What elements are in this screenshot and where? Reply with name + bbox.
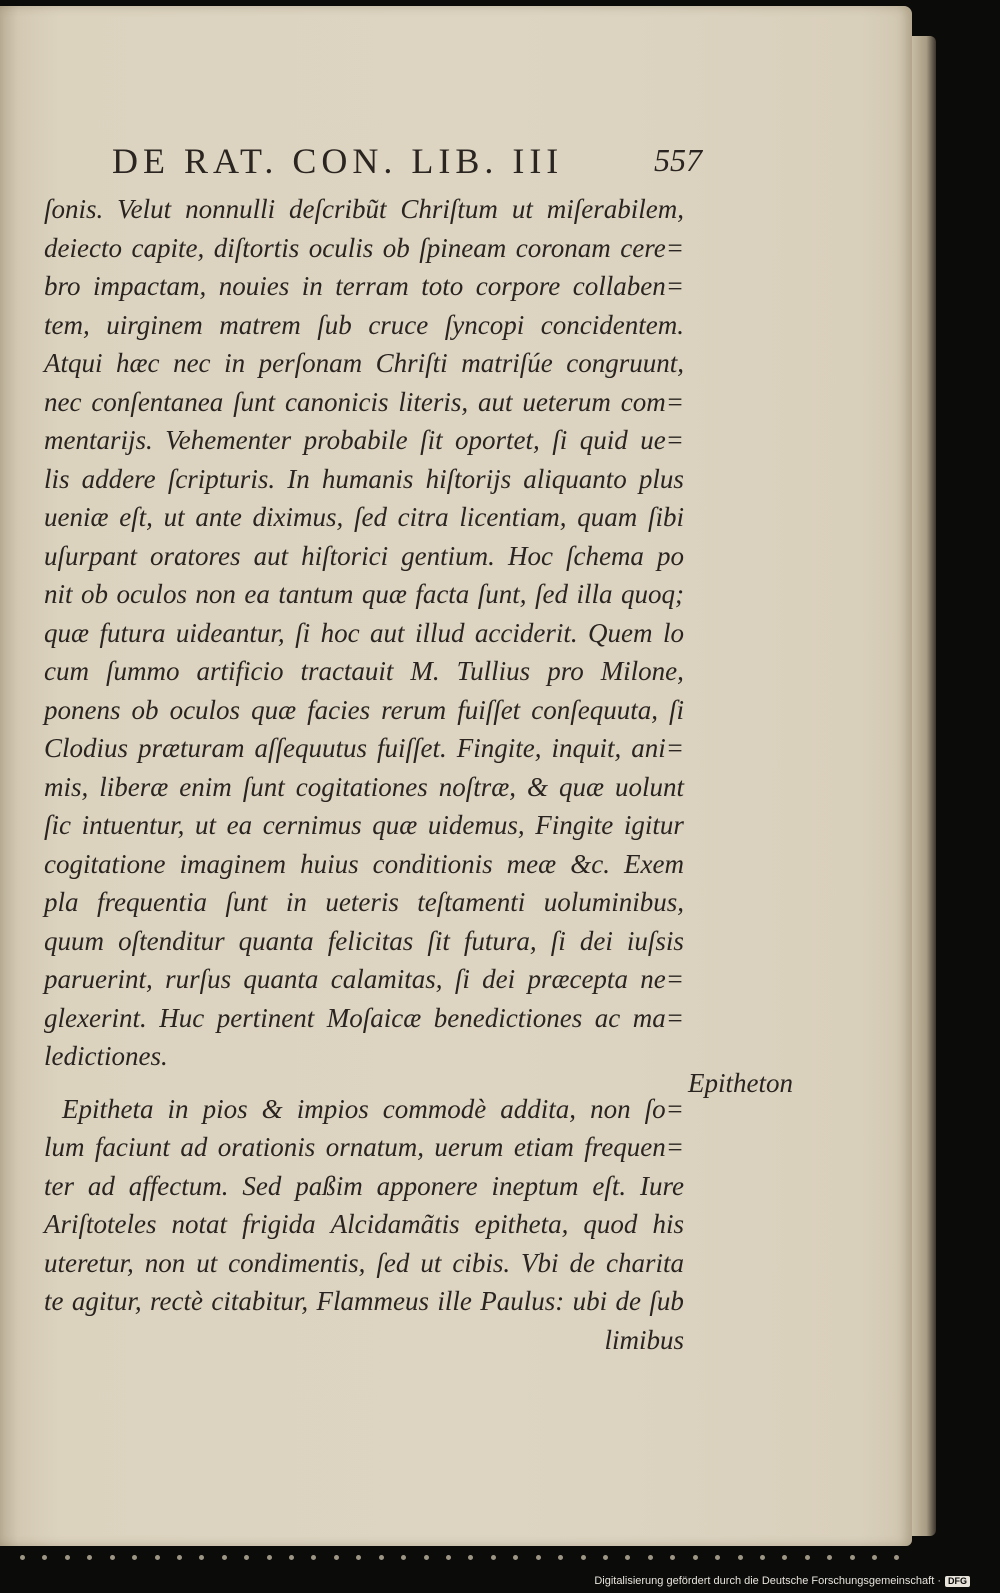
text-line: ponens ob oculos quæ facies rerum fuiſſet conſequuta, ſi: [44, 694, 684, 725]
page-number: 557: [654, 142, 702, 178]
text-line: glexerint. Huc pertinent Moſaicæ benedictiones ac ma=: [44, 1002, 684, 1033]
text-line: deiecto capite, diſtortis oculis ob ſpineam coronam cere=: [44, 232, 684, 263]
text-line: Clodius præturam aſſequutus fuiſſet. Fingite, inquit, ani=: [44, 733, 684, 763]
text-line: Ariſtoteles notat frigida Alcidamãtis epitheta, quod his: [44, 1209, 684, 1239]
page-edge: [912, 36, 936, 1536]
text-line: ſic intuentur, ut ea cernimus quæ uidemus, Fingite igitur: [44, 810, 684, 840]
text-line: Epitheta in pios & impios commodè addita, non ſo=: [62, 1093, 684, 1124]
text-line: uſurpant oratores aut hiſtorici gentium. Hoc ſchema po: [44, 540, 684, 571]
text-line: quum oſtenditur quanta felicitas ſit futura, ſi dei iuſsis: [44, 925, 684, 956]
text-line: tem, uirginem matrem ſub cruce ſyncopi concidentem.: [44, 309, 684, 340]
text-line: ter ad affectum. Sed paßim apponere ineptum eſt. Iure: [44, 1170, 684, 1201]
page-header: [112, 140, 702, 184]
text-line: lis addere ſcripturis. In humanis hiſtorijs aliquanto plus: [44, 463, 684, 494]
running-head: DE RAT. CON. LIB. III: [112, 141, 564, 181]
catchword: limibus: [604, 1324, 684, 1355]
text-line: mis, liberæ enim ſunt cogitationes noſtræ, & quæ uolunt: [44, 771, 684, 802]
text-line: ueniæ eſt, ut ante diximus, ſed citra licentiam, quam ſibi: [44, 502, 684, 532]
text-line: cum ſummo artificio tractauit M. Tullius pro Milone,: [44, 656, 684, 686]
text-line: ſonis. Velut nonnulli deſcribũt Chriſtum ut miſerabilem,: [44, 194, 684, 224]
text-line: paruerint, rurſus quanta calamitas, ſi dei præcepta ne=: [44, 964, 684, 994]
scan-border-dots: [20, 1555, 900, 1561]
marginal-note: Epitheton: [688, 1068, 793, 1098]
text-line: pla frequentia ſunt in ueteris teſtamenti uoluminibus,: [44, 887, 684, 917]
text-line: cogitatione imaginem huius conditionis meæ &c. Exem: [44, 848, 684, 879]
text-line: lum faciunt ad orationis ornatum, uerum etiam frequen=: [44, 1132, 684, 1162]
text-line: mentarijs. Vehementer probabile ſit oportet, ſi quid ue=: [44, 425, 684, 455]
dfg-logo: DFG: [945, 1576, 970, 1587]
digitization-credit: [594, 1575, 970, 1587]
text-line: ledictiones.: [44, 1041, 168, 1071]
body-text: [44, 190, 694, 1359]
text-line: Atqui hæc nec in perſonam Chriſti matriſúe congruunt,: [44, 348, 684, 378]
text-line: nec conſentanea ſunt canonicis literis, aut ueterum com=: [44, 386, 684, 417]
credit-text: Digitalisierung gefördert durch die Deutsche Forschungsgemeinschaft ·: [594, 1575, 941, 1587]
text-line: bro impactam, nouies in terram toto corpore collaben=: [44, 271, 684, 301]
text-line: te agitur, rectè citabitur, Flammeus ille Paulus: ubi de ſub: [44, 1286, 684, 1316]
text-line: nit ob oculos non ea tantum quæ facta ſunt, ſed illa quoq;: [44, 579, 684, 609]
text-line: uteretur, non ut condimentis, ſed ut cibis. Vbi de charita: [44, 1247, 684, 1278]
text-line: quæ futura uideantur, ſi hoc aut illud acciderit. Quem lo: [44, 617, 684, 648]
